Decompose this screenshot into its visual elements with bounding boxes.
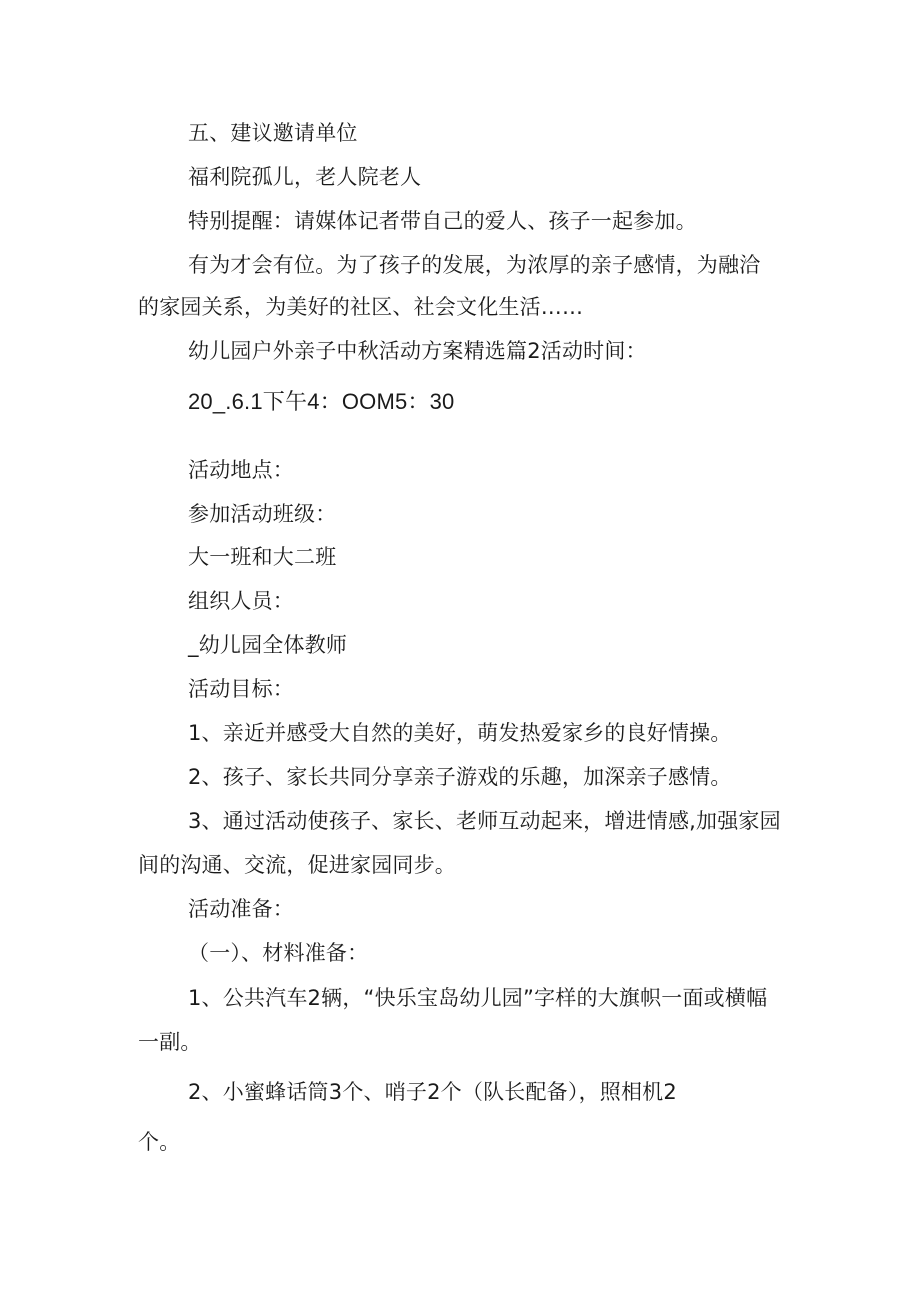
paragraph-continuation: 的家园关系，为美好的社区、社会文化生活…… [138, 295, 584, 319]
paragraph: 参加活动班级： [188, 502, 337, 526]
paragraph: 特别提醒：请媒体记者带自己的爱人、孩子一起参加。 [188, 209, 697, 233]
list-item: 2、小蜜蜂话筒3个、哨子2个（队长配备），照相机2 [188, 1080, 677, 1104]
list-item-continuation: 间的沟通、交流，促进家园同步。 [138, 853, 456, 877]
paragraph: 活动准备： [188, 897, 294, 921]
section-heading: 幼儿园户外亲子中秋活动方案精选篇2活动时间： [188, 339, 647, 363]
section-heading: 五、建议邀请单位 [188, 121, 358, 145]
paragraph: 福利院孤儿，老人院老人 [188, 165, 422, 189]
list-item: 1、亲近并感受大自然的美好，萌发热爱家乡的良好情操。 [188, 721, 732, 745]
list-item: 1、公共汽车2辆，“快乐宝岛幼儿园”字样的大旗帜一面或横幅 [188, 986, 768, 1010]
paragraph: 有为才会有位。为了孩子的发展，为浓厚的亲子感情，为融洽 [188, 253, 761, 277]
paragraph: _幼儿园全体教师 [188, 633, 348, 657]
paragraph: 活动地点： [188, 458, 294, 482]
activity-time: 20_.6.1下午4：OOM5：30 [188, 389, 455, 414]
paragraph: 活动目标： [188, 677, 294, 701]
list-item-continuation: 个。 [138, 1130, 181, 1154]
paragraph: 大一班和大二班 [188, 545, 337, 569]
list-item: 3、通过活动使孩子、家长、老师互动起来，增进情感,加强家园 [188, 809, 781, 833]
list-item: 2、孩子、家长共同分享亲子游戏的乐趣，加深亲子感情。 [188, 765, 732, 789]
paragraph: 组织人员： [188, 589, 294, 613]
list-item-continuation: 一副。 [138, 1030, 202, 1054]
subsection-heading: （一）、材料准备： [188, 941, 369, 965]
